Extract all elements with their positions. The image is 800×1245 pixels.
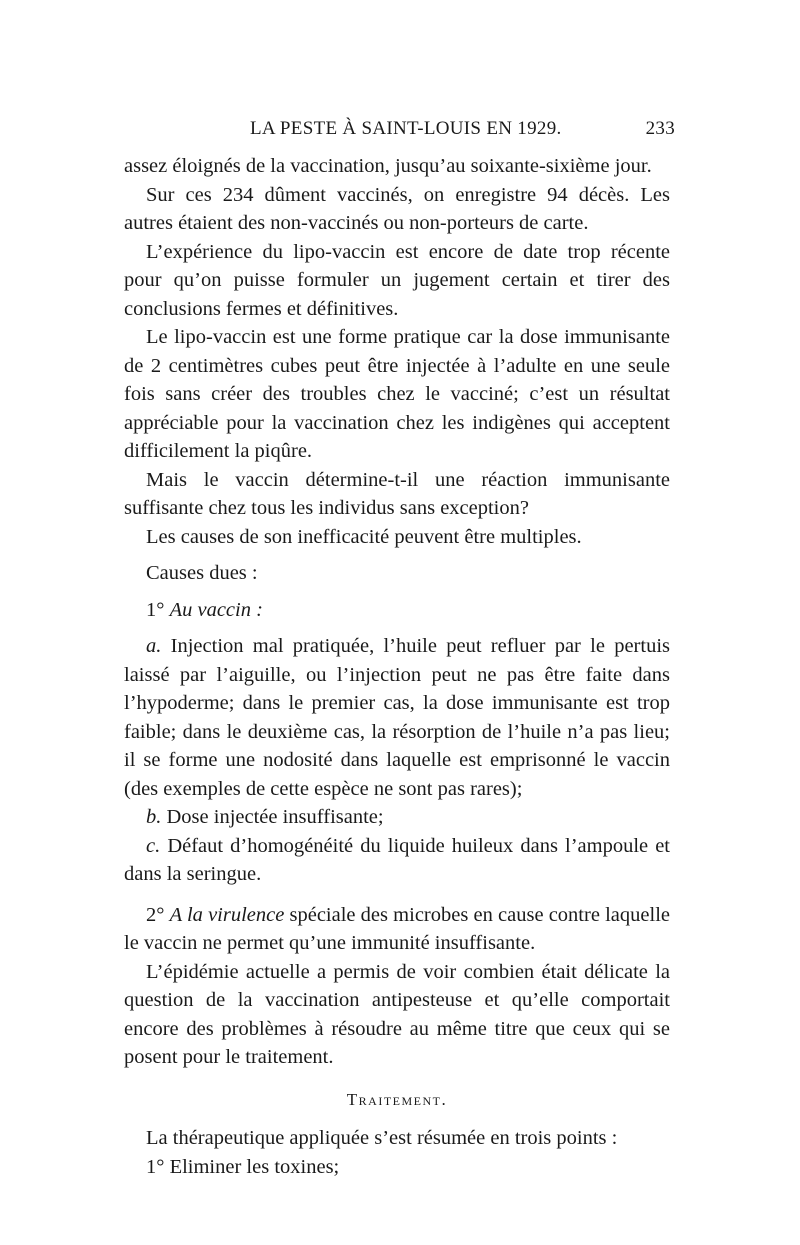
running-title: LA PESTE À SAINT-LOUIS EN 1929. <box>250 118 562 139</box>
point-1-text: Eliminer les toxines; <box>169 1155 340 1178</box>
paragraph-vaccinated-count: Sur ces 234 dûment vaccinés, on enregistre 94 décès. Les autres étaient des non-vaccinés ou non-porteurs de carte. <box>124 183 670 234</box>
paragraph-causes-intro: Les causes de son inefficacité peuvent être multiples. <box>146 525 582 548</box>
page-number: 233 <box>645 118 675 139</box>
point-1 <box>124 1153 670 1182</box>
point-1-number: 1° <box>146 1155 165 1178</box>
item-c-text: Défaut d’homogénéité du liquide huileux dans l’ampoule et dans la seringue. <box>124 834 670 885</box>
running-head <box>145 118 675 144</box>
item-b-text: Dose injectée insuffisante; <box>166 806 384 828</box>
cause-2-text: spéciale des microbes en cause contre laquelle le vaccin ne permet qu’une immunité insuffisante. <box>124 903 670 954</box>
causes-label: Causes dues : <box>146 562 258 584</box>
item-b-letter: b. <box>146 806 162 828</box>
item-b <box>124 803 670 832</box>
cause-2-number: 2° <box>146 903 165 926</box>
item-c-letter: c. <box>146 834 161 857</box>
cause-2 <box>124 901 670 958</box>
cause-1-label: Au vaccin : <box>169 598 263 621</box>
item-a <box>124 632 670 803</box>
cause-1-heading <box>124 596 670 625</box>
cause-1-number: 1° <box>146 598 165 621</box>
paragraph-therapeutics: La thérapeutique appliquée s’est résumée en trois points : <box>146 1127 618 1149</box>
section-title-traitement: Traitement. <box>346 1089 448 1109</box>
item-a-letter: a. <box>146 635 162 657</box>
paragraph-question: Mais le vaccin détermine-t-il une réaction immunisante suffisante chez tous les individus sans exception? <box>124 468 670 519</box>
paragraph-continuation: assez éloignés de la vaccination, jusqu’au soixante-sixième jour. <box>124 155 652 177</box>
paragraph-lipo-vaccin-experience: L’expérience du lipo-vaccin est encore de date trop récente pour qu’on puisse formuler un jugement certain et tirer des conclusions fermes et définitives. <box>124 240 670 320</box>
paragraph-lipo-vaccin-practical: Le lipo-vaccin est une forme pratique car la dose immunisante de 2 centimètres cubes peut être injectée à l’adulte en une seule fois sans créer des troubles chez le vacciné; c’est un résultat appréciable pour la vaccination chez les indigènes qui acceptent difficilement la piqûre. <box>124 326 670 462</box>
body-text <box>124 152 670 1181</box>
cause-2-label: A la virulence <box>169 903 285 926</box>
paragraph-epidemic: L’épidémie actuelle a permis de voir combien était délicate la question de la vaccination antipesteuse et qu’elle comportait encore des problèmes à résoudre au même titre que ceux qui se posent pour le traitement. <box>124 960 670 1068</box>
item-c <box>124 832 670 889</box>
item-a-text: Injection mal pratiquée, l’huile peut refluer par le pertuis laissé par l’aiguille, ou l’injection peut ne pas être faite dans l’hypoderme; dans le premier cas, la dose immunisante est trop faible; dans le deuxième cas, la résorption de l’huile n’a pas lieu; il se forme une nodosité dans laquelle est emprisonné le vaccin (des exemples de cette espèce ne sont pas rares); <box>124 635 671 800</box>
